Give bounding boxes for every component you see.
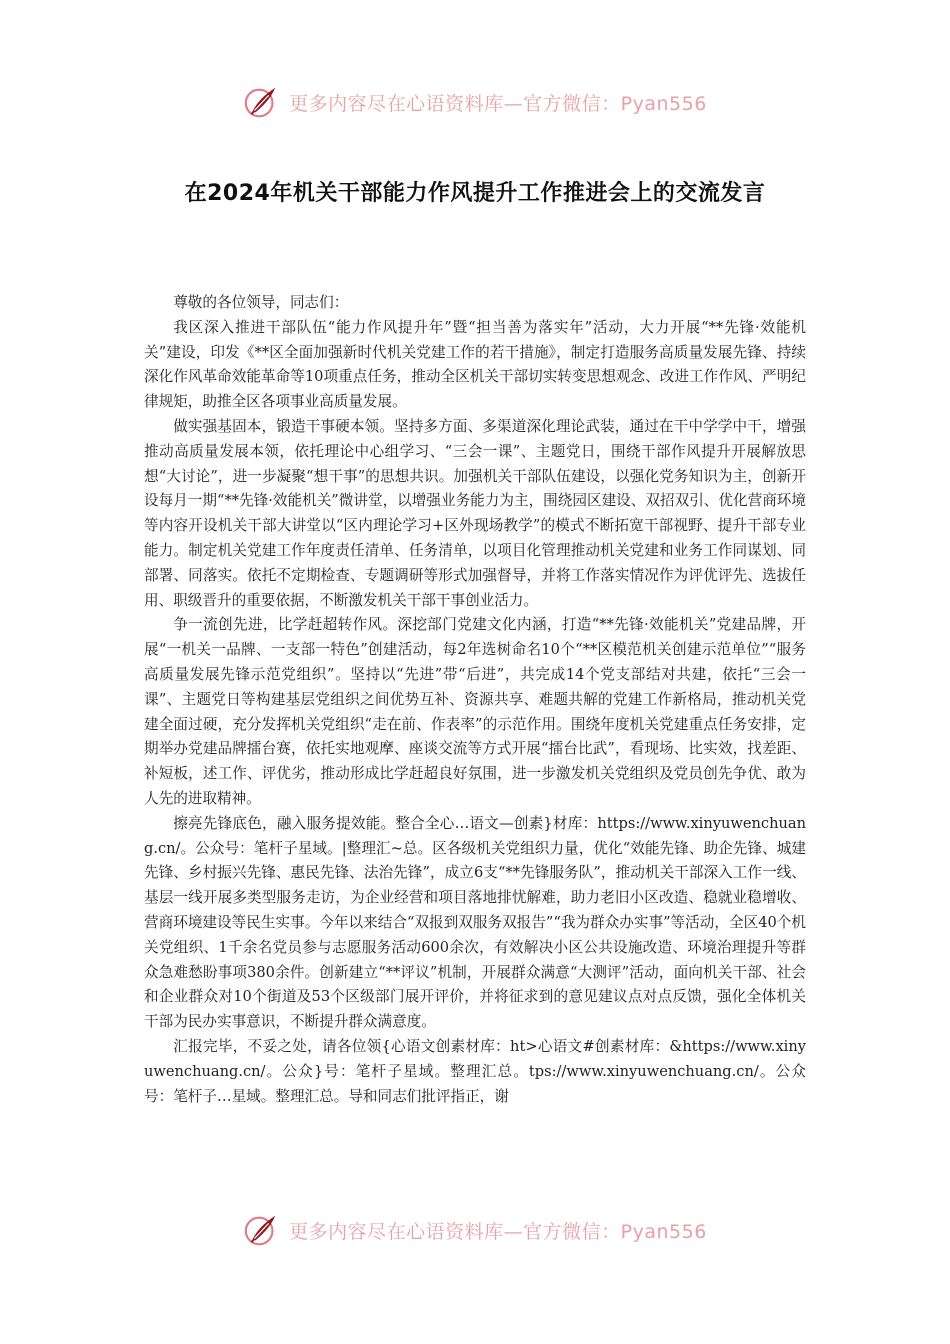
- wechat-id: Pyan556: [620, 1220, 707, 1243]
- wechat-id: Pyan556: [620, 92, 707, 115]
- pen-quill-logo-icon: [243, 1211, 281, 1249]
- header-watermark-banner: [0, 80, 950, 124]
- body-paragraph: 做实强基固本，锻造干事硬本领。坚持多方面、多渠道深化理论武装，通过在干中学学中干，增强推动高质量发展本领，依托理论中心组学习、“三会一课”、主题党日，围绕干部作风提升开展解放思想“大讨论”，进一步凝聚“想干事”的思想共识。加强机关干部队伍建设，以强化党务知识为主，创新开设每月一期“**先锋·效能机关”微讲堂，以增强业务能力为主，围绕园区建设、双招双引、优化营商环境等内容开设机关干部大讲堂以“区内理论学习+区外现场教学”的模式不断拓宽干部视野、提升干部专业能力。制定机关党建工作年度责任清单、任务清单，以项目化管理推动机关党建和业务工作同谋划、同部署、同落实。依托不定期检查、专题调研等形式加强督导，并将工作落实情况作为评优评先、选拔任用、职级晋升的重要依据，不断激发机关干部干事创业活力。: [144, 417, 806, 609]
- pen-quill-logo-icon: [243, 83, 281, 121]
- salutation: 尊敬的各位领导，同志们：: [173, 294, 349, 311]
- document-body: [144, 291, 806, 1109]
- body-paragraph: 擦亮先锋底色，融入服务提效能。整合全心…语文—创素}材库：https://www.xinyuwenchuang.cn/。公众号：笔杆子星域。|整理汇~总。区各级机关党组织力量，优化“效能先锋、助企先锋、城建先锋、乡村振兴先锋、惠民先锋、法治先锋”，成立6支“**先锋服务队”，推动机关干部深入工作一线、基层一线开展多类型服务走访，为企业经营和项目落地排忧解难，助力老旧小区改造、稳就业稳增收、营商环境建设等民生实事。今年以来结合“双报到双服务双报告”“我为群众办实事”等活动，全区40个机关党组织、1千余名党员参与志愿服务活动600余次，有效解决小区公共设施改造、环境治理提升等群众急难愁盼事项380余件。创新建立“**评议”机制，开展群众满意“大测评”活动，面向机关干部、社会和企业群众对10个街道及53个区级部门展开评价，并将征求到的意见建议点对点反馈，强化全体机关干部为民办实事意识，不断提升群众满意度。: [144, 814, 806, 1031]
- closing-paragraph: 汇报完毕，不妥之处，请各位领{心语文创素材库：ht>心语文#创素材库：&https://www.xinyuwenchuang.cn/。公众}号：笔杆子星域。整理汇总。tps://www.xinyuwenchuang.cn/。公众号：笔杆子…星域。整理汇总。导和同志们批评指正，谢: [144, 1037, 806, 1105]
- body-paragraph: 我区深入推进干部队伍“能力作风提升年”暨“担当善为落实年”活动，大力开展“**先锋·效能机关”建设，印发《**区全面加强新时代机关党建工作的若干措施》，制定打造服务高质量发展先锋、持续深化作风革命效能革命等10项重点任务，推动全区机关干部切实转变思想观念、改进工作作风、严明纪律规矩，助推全区各项事业高质量发展。: [144, 318, 806, 411]
- banner-text: 更多内容尽在心语资料库—官方微信：Pyan556: [289, 1220, 707, 1243]
- banner-text: 更多内容尽在心语资料库—官方微信：Pyan556: [289, 92, 707, 115]
- footer-watermark-banner: [0, 1208, 950, 1252]
- body-paragraph: 争一流创先进，比学赶超转作风。深挖部门党建文化内涵，打造“**先锋·效能机关”党建品牌，开展“一机关一品牌、一支部一特色”创建活动，每2年选树命名10个“**区模范机关创建示范单位”“服务高质量发展先锋示范党组织”。坚持以“先进”带“后进”，共完成14个党支部结对共建，依托“三会一课”、主题党日等构建基层党组织之间优势互补、资源共享、难题共解的党建工作新格局，推动机关党建全面过硬，充分发挥机关党组织“走在前、作表率”的示范作用。围绕年度机关党建重点任务安排，定期举办党建品牌擂台赛，依托实地观摩、座谈交流等方式开展“擂台比武”，看现场、比实效，找差距、补短板，述工作、评优劣，推动形成比学赶超良好氛围，进一步激发机关党组织及党员创先争优、敢为人先的进取精神。: [144, 616, 806, 807]
- document-title: 在2024年机关干部能力作风提升工作推进会上的交流发言: [184, 181, 766, 206]
